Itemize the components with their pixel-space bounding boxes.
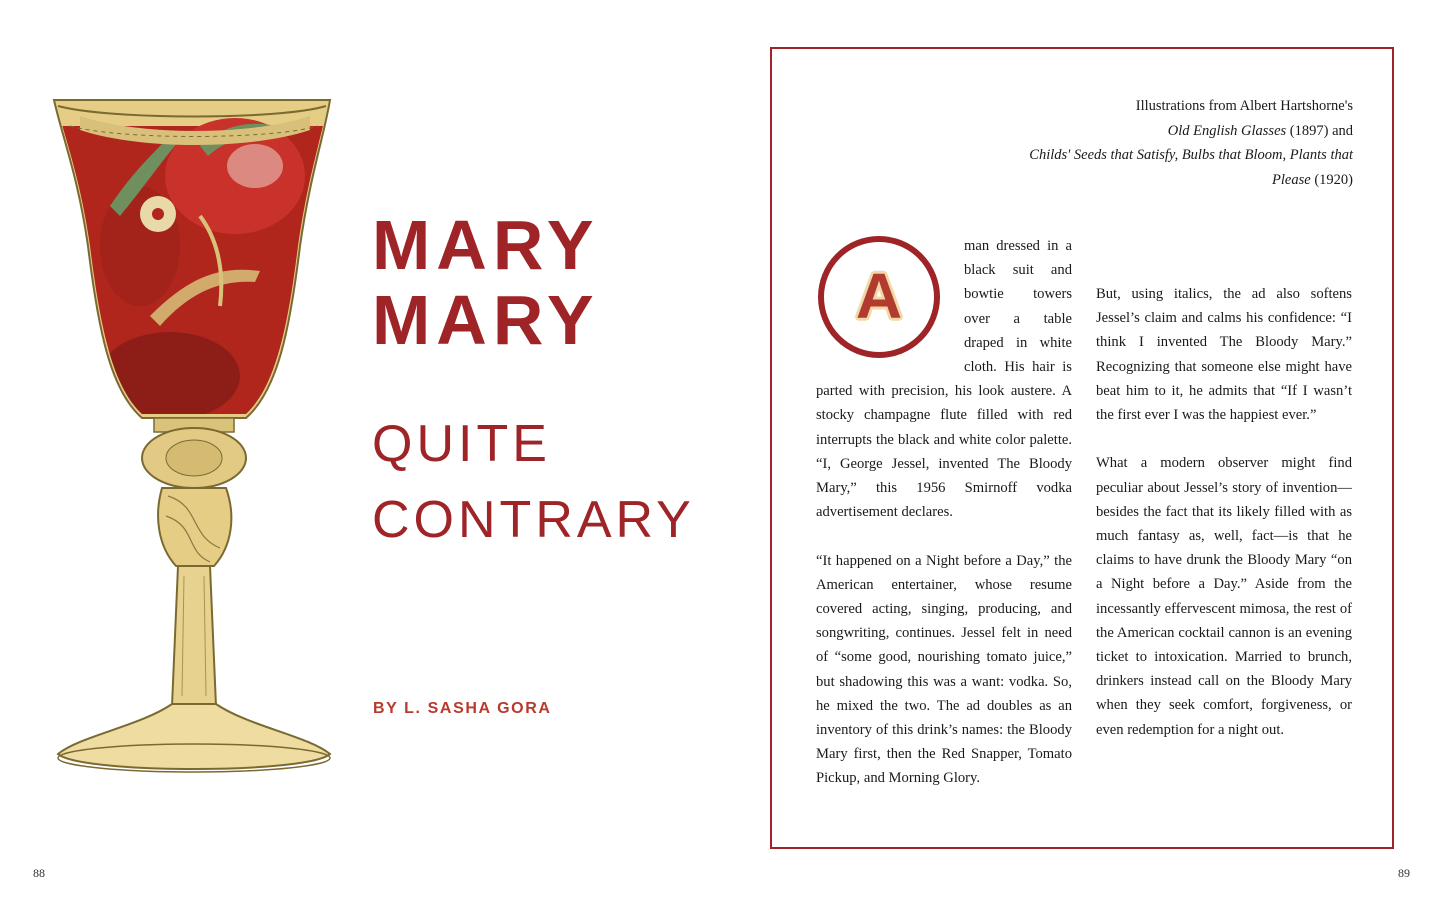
byline: BY L. SASHA GORA	[373, 700, 552, 717]
caption-line-1: Illustrations from Albert Hartshorne's	[1135, 98, 1353, 114]
cocktail-glass-illustration	[50, 96, 340, 796]
paragraph	[816, 234, 1072, 524]
page-number-right: 89	[1398, 866, 1410, 880]
article-column-2	[1096, 282, 1352, 742]
caption-book-2-year: (1920)	[1310, 171, 1353, 188]
drop-cap-letter: A	[855, 259, 903, 332]
title-line-2: MARY	[372, 281, 600, 359]
subtitle-line-2: CONTRARY	[372, 491, 695, 549]
paragraph-text: man dressed in a black suit and bowtie towers over a table draped in white cloth. His hair is parted with precision, his look austere. A stocky champagne flute filled with red interrupts the black and white color palette. “I, George Jessel, invented The Bloody Mary,” this 1956 Smirnoff vodka advertisement declares.	[816, 238, 1072, 521]
subtitle-line-1: QUITE	[372, 415, 551, 473]
drop-cap	[816, 234, 964, 378]
caption-book-2: Childs' Seeds that Satisfy, Bulbs that Bloom, Plants that Please	[1029, 147, 1353, 188]
title-line-1: MARY	[372, 206, 600, 284]
illustration-caption	[1023, 94, 1353, 192]
caption-book-1-year: (1897) and	[1286, 122, 1353, 139]
page-number-left: 88	[33, 866, 45, 880]
drop-cap-circle	[818, 236, 940, 358]
paragraph: What a modern observer might find peculiar about Jessel’s story of invention—besides the fact that its likely filled with as much fantasy as, well, fact—is that he claims to have drunk the Bloody Mary “on a Night before a Day.” Aside from the incessantly effervescent mimosa, the rest of the American cocktail cannon is an evening ticket to intoxication. Married to brunch, drinkers instead call on the Bloody Mary when they seek comfort, forgiveness, or even redemption for a night out.	[1096, 455, 1352, 738]
paragraph: “It happened on a Night before a Day,” the American entertainer, whose resume covered acting, singing, producing, and songwriting, continues. Jessel felt in need of “some good, nourishing tomato juice,” but shadowing this was a want: vodka. So, he mixed the two. The ad doubles as an inventory of this drink’s names: the Bloody Mary first, then the Red Snapper, Tomato Pickup, and Morning Glory.	[816, 552, 1072, 787]
caption-book-1: Old English Glasses	[1167, 122, 1287, 139]
article-column-1	[816, 234, 1072, 791]
paragraph: But, using italics, the ad also softens Jessel’s claim and calms his confidence: “I think I invented The Bloody Mary.” Recognizing that someone else might have beat him to it, he admits that “If I wasn’t the first ever I was the happiest ever.”	[1096, 286, 1352, 424]
